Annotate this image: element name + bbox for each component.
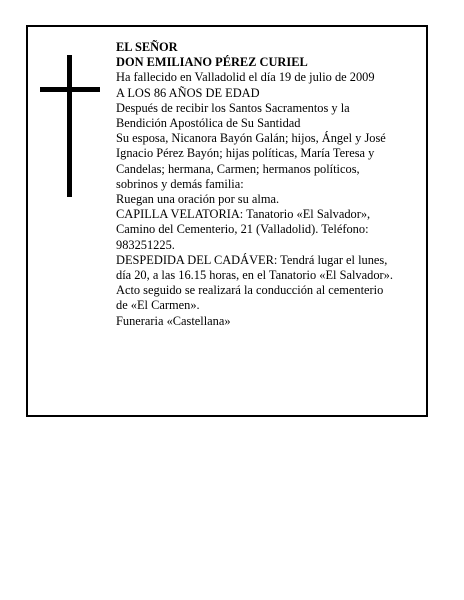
notice-body — [116, 40, 424, 329]
farewell-line-1: DESPEDIDA DEL CADÁVER: Tendrá lugar el lunes, — [116, 252, 388, 267]
family-line-3: Candelas; hermana, Carmen; hermanos políticos, — [116, 161, 360, 176]
deceased-name: DON EMILIANO PÉREZ CURIEL — [116, 55, 308, 70]
family-line-4: sobrinos y demás familia: — [116, 176, 244, 191]
cross-horizontal-bar — [40, 87, 100, 92]
family-line-2: Ignacio Pérez Bayón; hijas políticas, María Teresa y — [116, 146, 375, 161]
cross-icon — [40, 55, 100, 197]
burial-line-2: de «El Carmen». — [116, 298, 200, 313]
wake-chapel-line-2: Camino del Cementerio, 21 (Valladolid). Teléfono: — [116, 222, 369, 237]
notice-title: EL SEÑOR — [116, 40, 178, 54]
wake-chapel-line-1: CAPILLA VELATORIA: Tanatorio «El Salvador», — [116, 207, 371, 222]
funeral-home-line: Funeraria «Castellana» — [116, 313, 231, 328]
sacraments-line-1: Después de recibir los Santos Sacramentos y la — [116, 100, 350, 115]
prayer-request-line: Ruegan una oración por su alma. — [116, 192, 280, 207]
family-line-1: Su esposa, Nicanora Bayón Galán; hijos, Ángel y José — [116, 131, 386, 146]
age-line: A LOS 86 AÑOS DE EDAD — [116, 85, 260, 100]
wake-chapel-phone-line: 983251225. — [116, 237, 175, 252]
death-date-line: Ha fallecido en Valladolid el día 19 de julio de 2009 — [116, 70, 375, 85]
burial-line-1: Acto seguido se realizará la conducción al cementerio — [116, 283, 384, 298]
cross-vertical-bar — [67, 55, 72, 197]
farewell-line-2: día 20, a las 16.15 horas, en el Tanatorio «El Salvador». — [116, 268, 393, 283]
obituary-notice — [26, 25, 428, 417]
sacraments-line-2: Bendición Apostólica de Su Santidad — [116, 116, 301, 131]
